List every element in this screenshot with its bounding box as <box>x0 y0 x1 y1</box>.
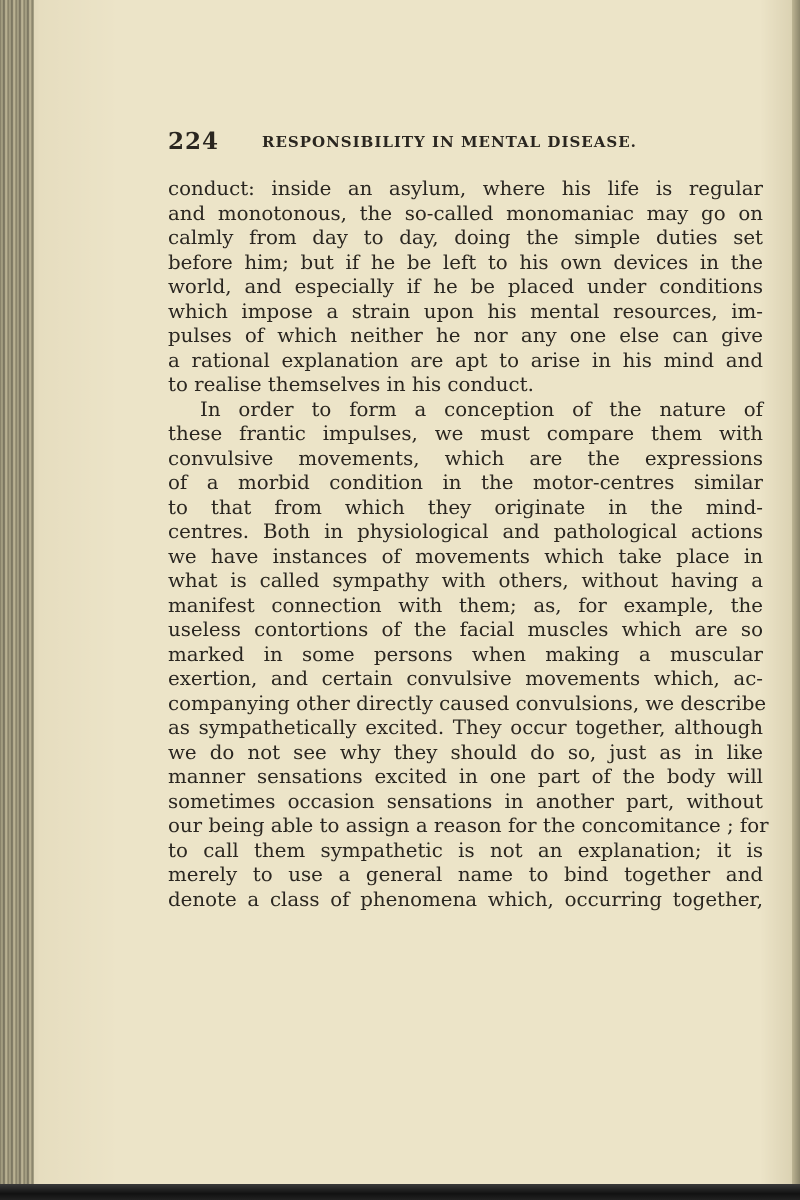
text-line: as sympathetically excited. They occur together, although <box>168 716 763 739</box>
text-line: In order to form a conception of the nature of <box>200 397 763 421</box>
text-line: denote a class of phenomena which, occurring together, <box>168 887 763 911</box>
text-line: to that from which they originate in the mind- <box>168 495 763 519</box>
text-line: convulsive movements, which are the expressions <box>168 446 763 470</box>
text-line: what is called sympathy with others, without having a <box>168 569 763 592</box>
running-head: RESPONSIBILITY IN MENTAL DISEASE. <box>262 133 637 151</box>
text-line: companying other directly caused convulsions, we describe <box>168 691 767 715</box>
text-line: manner sensations excited in one part of the body will <box>168 765 763 788</box>
text-line: these frantic impulses, we must compare them with <box>168 422 763 445</box>
text-line: to call them sympathetic is not an explanation; it is <box>168 838 763 862</box>
text-line: of a morbid condition in the motor-centres similar <box>168 471 763 494</box>
text-line: we do not see why they should do so, just as in like <box>168 740 763 764</box>
text-line: exertion, and certain convulsive movements which, ac- <box>168 667 763 690</box>
text-line: a rational explanation are apt to arise in his mind and <box>168 348 763 372</box>
text-line: before him; but if he be left to his own devices in the <box>168 250 763 274</box>
text-line: we have instances of movements which take place in <box>168 544 763 568</box>
text-line: marked in some persons when making a muscular <box>168 642 763 666</box>
text-line: merely to use a general name to bind together and <box>168 863 763 886</box>
text-line: useless contortions of the facial muscles which are so <box>168 618 763 641</box>
text-line: to realise themselves in his conduct. <box>168 373 534 396</box>
page-number: 224 <box>168 128 220 155</box>
text-line: manifest connection with them; as, for example, the <box>168 593 763 617</box>
body-text <box>168 177 769 912</box>
scan-bottom-edge <box>0 1184 800 1200</box>
text-line: our being able to assign a reason for the concomitance ; for <box>168 814 769 837</box>
book-binding-edge <box>0 0 34 1200</box>
text-line: centres. Both in physiological and pathological actions <box>168 520 763 543</box>
page-header <box>168 128 768 158</box>
text-line: and monotonous, the so-called monomaniac may go on <box>168 201 763 225</box>
text-line: pulses of which neither he nor any one else can give <box>168 324 763 347</box>
text-line: which impose a strain upon his mental resources, im- <box>168 299 763 323</box>
text-line: calmly from day to day, doing the simple duties set <box>168 226 763 249</box>
paragraph-1 <box>168 177 763 398</box>
text-line: sometimes occasion sensations in another part, without <box>168 789 763 813</box>
paragraph-2 <box>168 397 769 913</box>
text-line: conduct: inside an asylum, where his life is regular <box>168 177 763 200</box>
text-line: world, and especially if he be placed under conditions <box>168 275 763 298</box>
page-edge <box>792 0 800 1200</box>
